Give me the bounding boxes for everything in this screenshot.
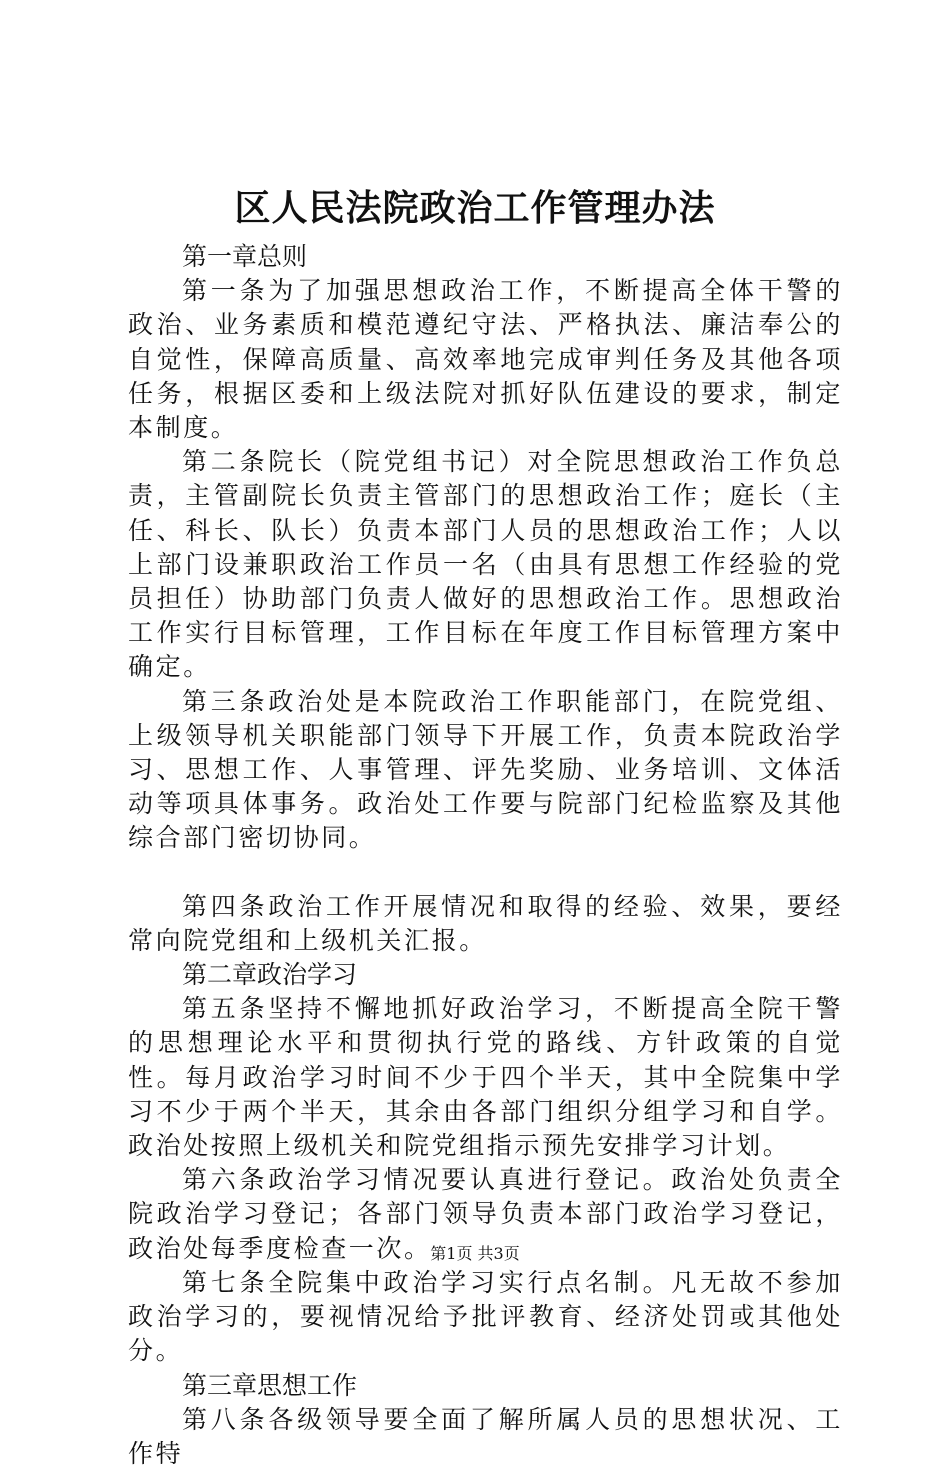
paragraph-spacer (128, 856, 843, 890)
chapter-heading: 第三章思想工作 (182, 1370, 358, 1400)
article-paragraph: 第四条政治工作开展情况和取得的经验、效果，要经常向院党组和上级机关汇报。 (128, 891, 843, 955)
article-paragraph: 第五条坚持不懈地抓好政治学习，不断提高全院干警的思想理论水平和贯彻执行党的路线、方针政策的自觉性。每月政治学习时间不少于四个半天，其中全院集中学习不少于两个半天，其余由各部门组织分组学习和自学。政治处按照上级机关和院党组指示预先安排学习计划。 (128, 994, 843, 1161)
article-paragraph: 第六条政治学习情况要认真进行登记。政治处负责全院政治学习登记；各部门领导负责本部门政治学习登记，政治处每季度检查一次。 (128, 1165, 843, 1263)
chapter-heading: 第一章总则 (182, 242, 308, 271)
chapter-heading: 第二章政治学习 (182, 960, 358, 990)
article-paragraph: 第七条全院集中政治学习实行点名制。凡无故不参加政治学习的，要视情况给予批评教育、经济处罚或其他处分。 (128, 1267, 843, 1366)
article-paragraph: 第三条政治处是本院政治工作职能部门，在院党组、上级领导机关职能部门领导下开展工作，负责本院政治学习、思想工作、人事管理、评先奖励、业务培训、文体活动等项具体事务。政治处工作要与院部门纪检监察及其他综合部门密切协同。 (128, 686, 843, 853)
document-body (128, 240, 843, 1471)
article-paragraph: 第一条为了加强思想政治工作，不断提高全体干警的政治、业务素质和模范遵纪守法、严格执法、廉洁奉公的自觉性，保障高质量、高效率地完成审判任务及其他各项任务，根据区委和上级法院对抓好队伍建设的要求，制定本制度。 (128, 276, 843, 443)
article-paragraph: 第二条院长（院党组书记）对全院思想政治工作负总责，主管副院长负责主管部门的思想政治工作；庭长（主任、科长、队长）负责本部门人员的思想政治工作；人以上部门设兼职政治工作员一名（由具有思想工作经验的党员担任）协助部门负责人做好的思想政治工作。思想政治工作实行目标管理，工作目标在年度工作目标管理方案中确定。 (128, 447, 843, 682)
page-number-footer: 第1页 共3页 (430, 1244, 520, 1263)
document-title: 区人民法院政治工作管理办法 (234, 187, 716, 229)
article-paragraph: 第八条各级领导要全面了解所属人员的思想状况、工作特 (128, 1404, 843, 1468)
